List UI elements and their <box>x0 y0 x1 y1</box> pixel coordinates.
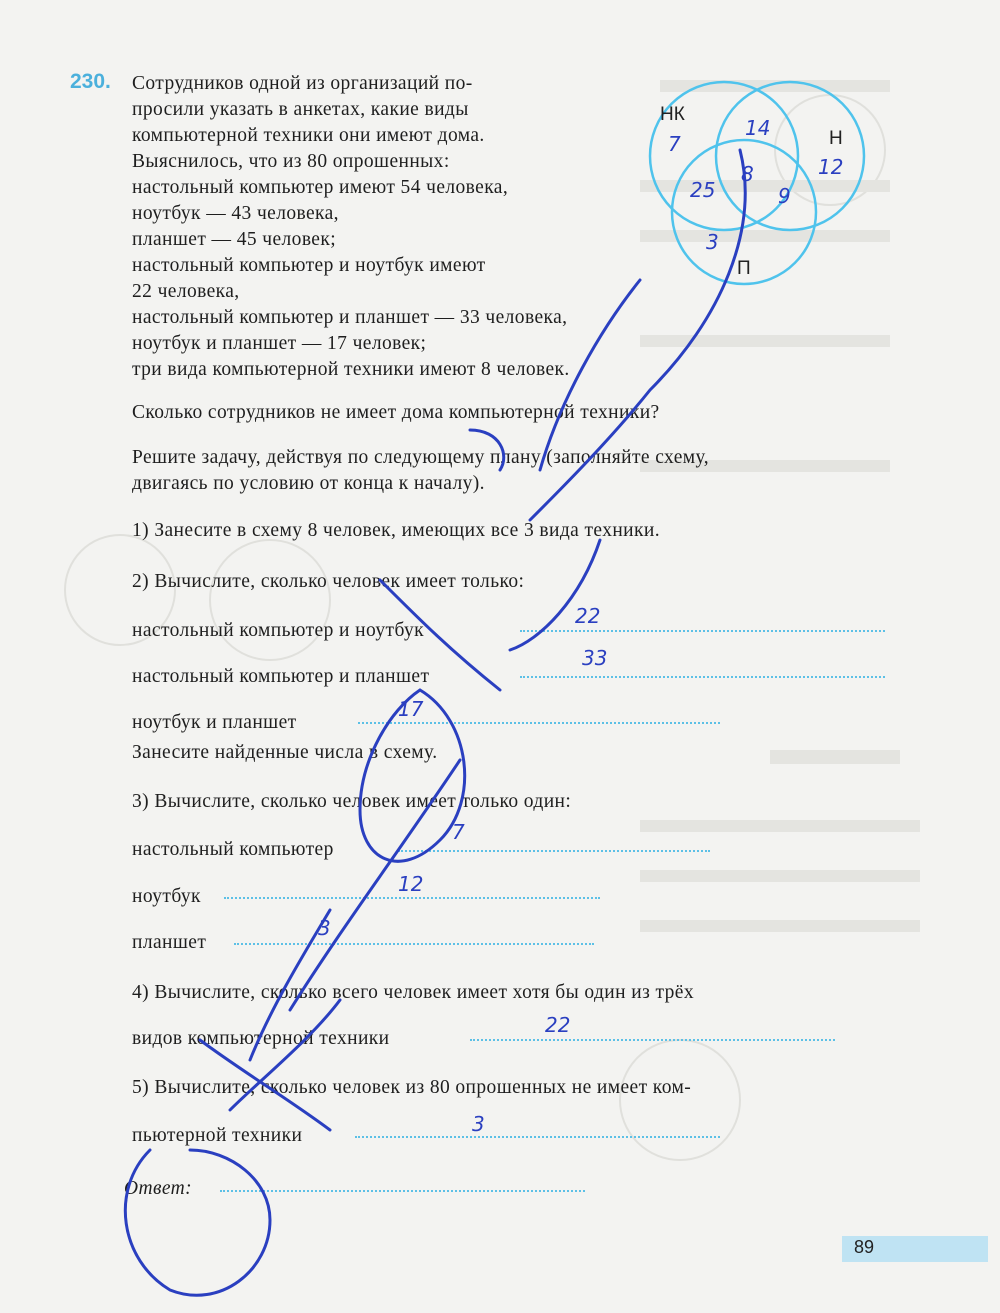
venn-value-center: 8 <box>741 162 754 186</box>
page-number: 89 <box>854 1237 875 1257</box>
problem-line: Сотрудников одной из организаций по- <box>132 73 473 94</box>
handwritten-answer-3b: 12 <box>398 872 424 896</box>
step-3a-label: настольный компьютер <box>132 839 334 860</box>
step-2b-label: настольный компьютер и планшет <box>132 666 430 687</box>
venn-label-nk: НК <box>660 104 685 125</box>
step-2c-answer-line[interactable] <box>358 722 720 724</box>
problem-line: три вида компьютерной техники имеют 8 человек. <box>132 359 570 380</box>
handwritten-answer-2a: 22 <box>575 604 601 628</box>
problem-question: Сколько сотрудников не имеет дома компьютерной техники? <box>132 402 660 423</box>
step-5-line1: 5) Вычислите, сколько человек из 80 опрошенных не имеет ком- <box>132 1077 692 1098</box>
venn-value-nk-only: 7 <box>668 132 681 156</box>
handwritten-answer-2c: 17 <box>398 697 424 721</box>
venn-label-p: П <box>737 258 751 279</box>
step-2c-label: ноутбук и планшет <box>132 712 297 733</box>
problem-line: 22 человека, <box>132 281 240 302</box>
instruction-line: Решите задачу, действуя по следующему плану (заполняйте схему, <box>132 447 709 468</box>
handwritten-answer-5: 3 <box>472 1112 485 1136</box>
step-3c-answer-line[interactable] <box>234 943 594 945</box>
handwritten-answer-2b: 33 <box>582 646 608 670</box>
problem-line: ноутбук — 43 человека, <box>132 203 339 224</box>
problem-line: ноутбук и планшет — 17 человек; <box>132 333 427 354</box>
step-2-note: Занесите найденные числа в схему. <box>132 742 438 763</box>
venn-value-n-p: 9 <box>778 184 791 208</box>
problem-line: Выяснилось, что из 80 опрошенных: <box>132 151 450 172</box>
venn-value-nk-n: 14 <box>745 116 771 140</box>
problem-line: планшет — 45 человек; <box>132 229 337 250</box>
venn-value-nk-p: 25 <box>690 178 716 202</box>
problem-line: настольный компьютер и ноутбук имеют <box>132 255 486 276</box>
instruction-line: двигаясь по условию от конца к началу). <box>132 473 485 494</box>
step-3c-label: планшет <box>132 932 207 953</box>
step-3: 3) Вычислите, сколько человек имеет только один: <box>132 791 572 812</box>
step-2: 2) Вычислите, сколько человек имеет только: <box>132 571 525 592</box>
step-2b-answer-line[interactable] <box>520 676 885 678</box>
problem-number: 230. <box>70 70 111 93</box>
step-4-line2: видов компьютерной техники <box>132 1028 390 1049</box>
step-2a-label: настольный компьютер и ноутбук <box>132 620 425 641</box>
step-2a-answer-line[interactable] <box>520 630 885 632</box>
step-4-line1: 4) Вычислите, сколько всего человек имеет хотя бы один из трёх <box>132 982 694 1003</box>
step-4-answer-line[interactable] <box>470 1039 835 1041</box>
problem-line: настольный компьютер и планшет — 33 человека, <box>132 307 568 328</box>
answer-label: Ответ: <box>124 1178 193 1199</box>
problem-line: настольный компьютер имеют 54 человека, <box>132 177 509 198</box>
problem-line: компьютерной техники они имеют дома. <box>132 125 485 146</box>
final-answer-line[interactable] <box>220 1190 585 1192</box>
problem-line: просили указать в анкетах, какие виды <box>132 99 469 120</box>
page-number-tab <box>842 1236 988 1262</box>
step-5-answer-line[interactable] <box>355 1136 720 1138</box>
step-3a-answer-line[interactable] <box>398 850 710 852</box>
venn-label-n: Н <box>829 128 843 149</box>
handwritten-answer-4: 22 <box>545 1013 571 1037</box>
step-1: 1) Занесите в схему 8 человек, имеющих все 3 вида техники. <box>132 520 661 541</box>
venn-value-n-only: 12 <box>818 155 844 179</box>
step-5-line2: пьютерной техники <box>132 1125 303 1146</box>
handwritten-answer-3c: 3 <box>318 916 331 940</box>
step-3b-label: ноутбук <box>132 886 201 907</box>
handwritten-answer-3a: 7 <box>452 820 465 844</box>
venn-value-p-only: 3 <box>706 230 719 254</box>
step-3b-answer-line[interactable] <box>224 897 600 899</box>
